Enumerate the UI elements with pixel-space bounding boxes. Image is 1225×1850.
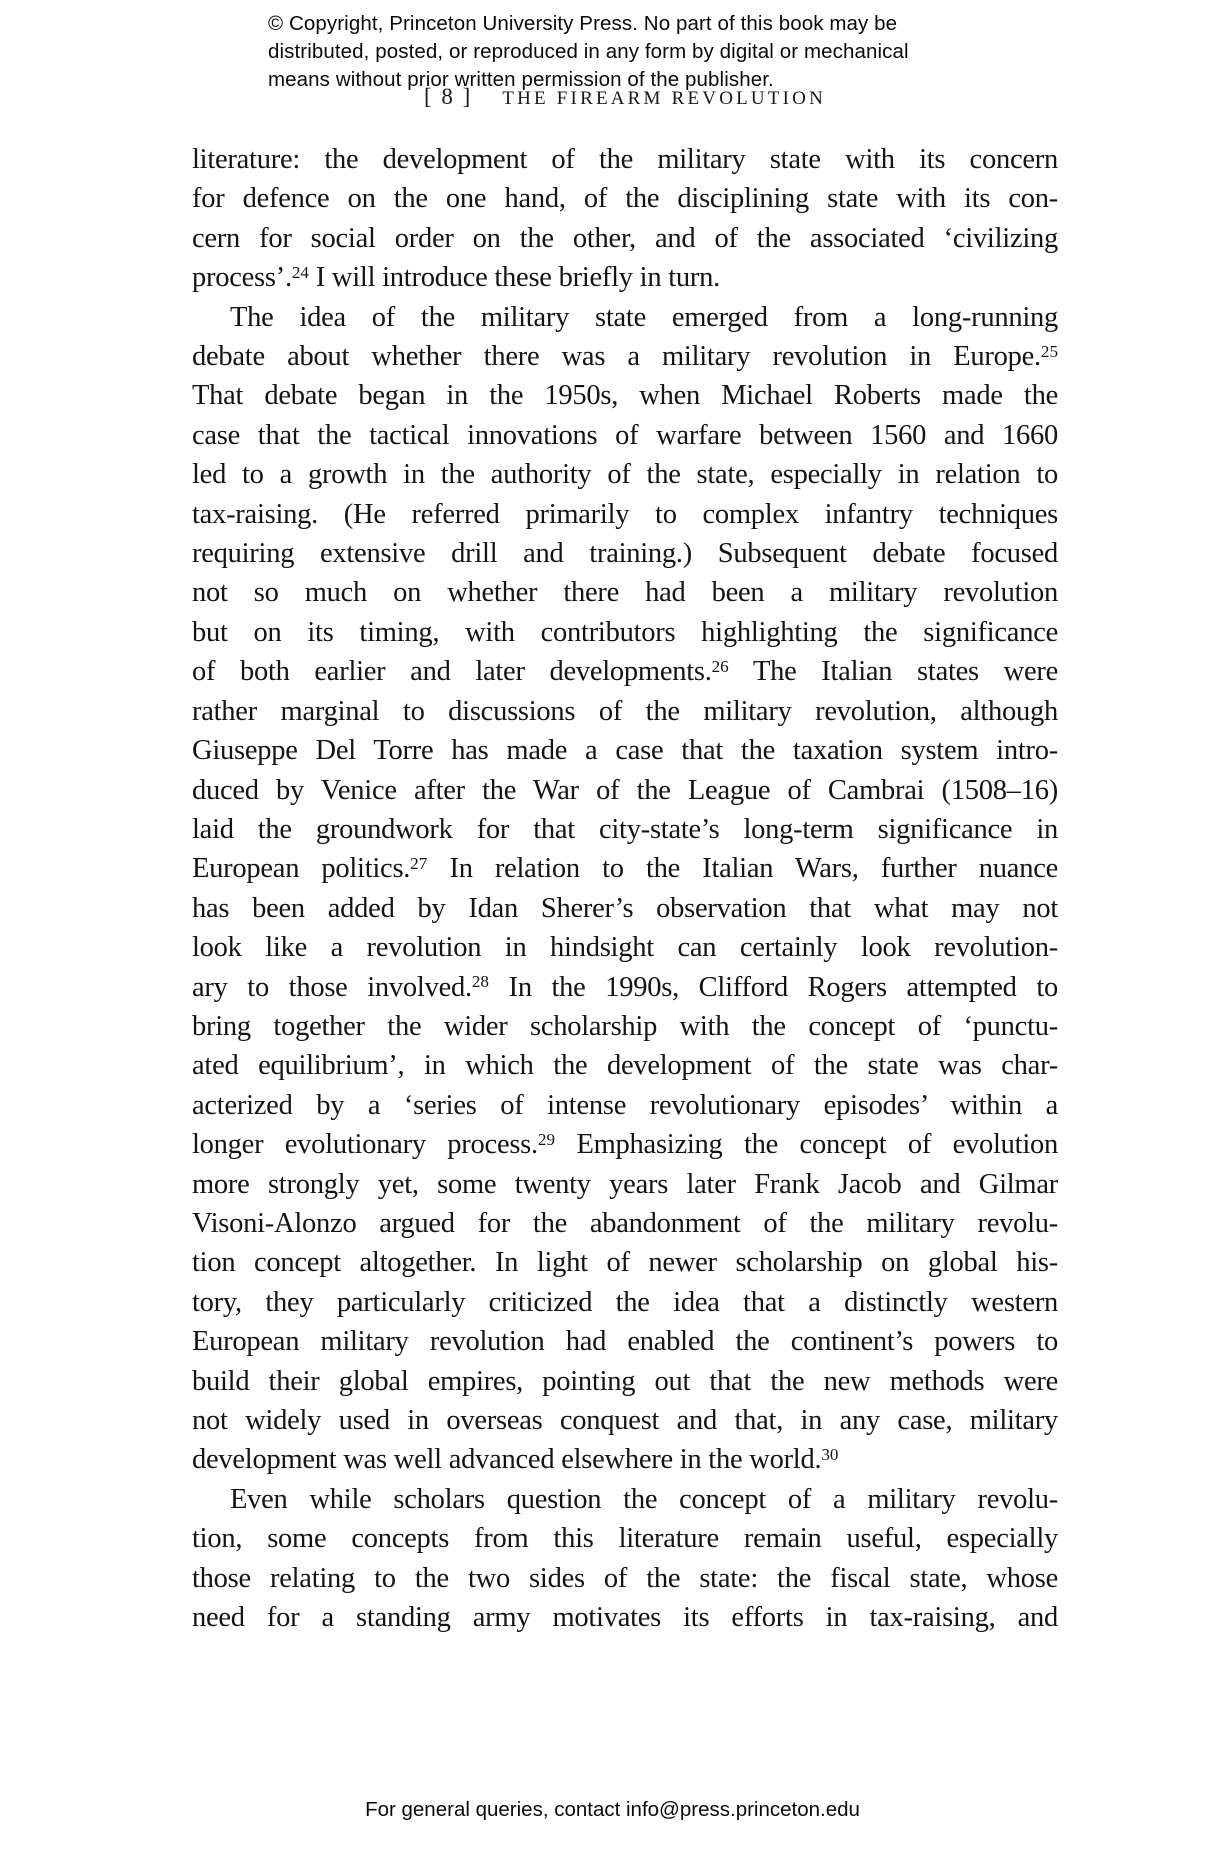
footnote-reference: 26 <box>711 657 729 677</box>
body-line: acterized by a ‘series of intense revolutionary episodes’ within a <box>192 1089 1058 1121</box>
chapter-title: THE FIREARM REVOLUTION <box>502 88 827 109</box>
body-line: ary to those involved.$^{28}$ In the 1990s, Clifford Rogers attempted to <box>192 971 1058 1003</box>
body-line: not widely used in overseas conquest and that, in any case, military <box>192 1405 1058 1436</box>
body-line: tion concept altogether. In light of newer scholarship on global his- <box>192 1247 1058 1279</box>
body-line: Giuseppe Del Torre has made a case that the taxation system intro- <box>192 735 1058 767</box>
body-line: those relating to the two sides of the state: the fiscal state, whose <box>192 1562 1058 1594</box>
footnote-reference: 30 <box>821 1445 839 1465</box>
footer-contact: For general queries, contact info@press.princeton.edu <box>365 1798 860 1821</box>
footnote-reference: 27 <box>410 854 428 874</box>
body-line: laid the groundwork for that city-state’s long-term significance in <box>192 813 1058 845</box>
body-line: need for a standing army motivates its efforts in tax-raising, and <box>192 1602 1058 1634</box>
body-line: duced by Venice after the War of the League of Cambrai (1508–16) <box>192 774 1058 806</box>
body-line: for defence on the one hand, of the disciplining state with its con- <box>192 183 1058 215</box>
body-line: ated equilibrium’, in which the development of the state was char- <box>192 1050 1058 1082</box>
body-line: tory, they particularly criticized the idea that a distinctly western <box>192 1286 1058 1318</box>
body-line: led to a growth in the authority of the state, especially in relation to <box>192 459 1058 491</box>
body-line: longer evolutionary process.$^{29}$ Emphasizing the concept of evolution <box>192 1129 1059 1161</box>
body-line: but on its timing, with contributors highlighting the significance <box>192 616 1058 648</box>
body-line: rather marginal to discussions of the military revolution, although <box>192 695 1058 727</box>
copyright-line: distributed, posted, or reproduced in any form by digital or mechanical <box>268 40 909 63</box>
body-line: development was well advanced elsewhere in the world.$^{30}$ <box>192 1444 839 1476</box>
body-line: not so much on whether there had been a military revolution <box>192 577 1058 609</box>
body-line: European military revolution had enabled the continent’s powers to <box>192 1326 1058 1358</box>
body-line: case that the tactical innovations of warfare between 1560 and 1660 <box>192 419 1058 451</box>
page-number: [ 8 ] <box>423 84 473 109</box>
body-line: process’.$^{24}$ I will introduce these briefly in turn. <box>192 262 720 294</box>
copyright-line: means without prior written permission of the publisher. <box>268 68 774 91</box>
body-line: has been added by Idan Sherer’s observation that what may not <box>192 892 1058 924</box>
running-head <box>192 84 1058 110</box>
body-line: debate about whether there was a military revolution in Europe.$^{25}$ <box>192 341 1058 373</box>
footnote-reference: 25 <box>1040 341 1058 361</box>
copyright-notice <box>268 10 909 94</box>
body-line: cern for social order on the other, and of the associated ‘civilizing <box>192 222 1058 254</box>
body-line: Even while scholars question the concept of a military revolu- <box>230 1483 1058 1515</box>
body-line: European politics.$^{27}$ In relation to the Italian Wars, further nuance <box>192 853 1058 885</box>
body-line: look like a revolution in hindsight can certainly look revolution- <box>192 932 1058 964</box>
copyright-line: © Copyright, Princeton University Press. No part of this book may be <box>268 12 898 35</box>
body-line: requiring extensive drill and training.) Subsequent debate focused <box>192 538 1058 570</box>
footnote-reference: 29 <box>537 1129 555 1149</box>
body-line: build their global empires, pointing out that the new methods were <box>192 1365 1058 1397</box>
body-line: of both earlier and later developments.$^{26}$ The Italian states were <box>192 656 1058 688</box>
body-line: Visoni-Alonzo argued for the abandonment of the military revolu- <box>192 1207 1058 1239</box>
body-line: tax-raising. (He referred primarily to complex infantry techniques <box>192 498 1058 530</box>
body-line: tion, some concepts from this literature remain useful, especially <box>192 1523 1058 1555</box>
body-line: That debate began in the 1950s, when Michael Roberts made the <box>192 380 1058 412</box>
body-text <box>192 140 1058 1637</box>
footnote-reference: 24 <box>291 263 309 283</box>
body-line: The idea of the military state emerged from a long-running <box>230 301 1058 333</box>
footnote-reference: 28 <box>471 972 489 992</box>
body-line: bring together the wider scholarship with the concept of ‘punctu- <box>192 1010 1058 1042</box>
body-line: more strongly yet, some twenty years later Frank Jacob and Gilmar <box>192 1168 1058 1200</box>
body-line: literature: the development of the military state with its concern <box>192 144 1058 175</box>
